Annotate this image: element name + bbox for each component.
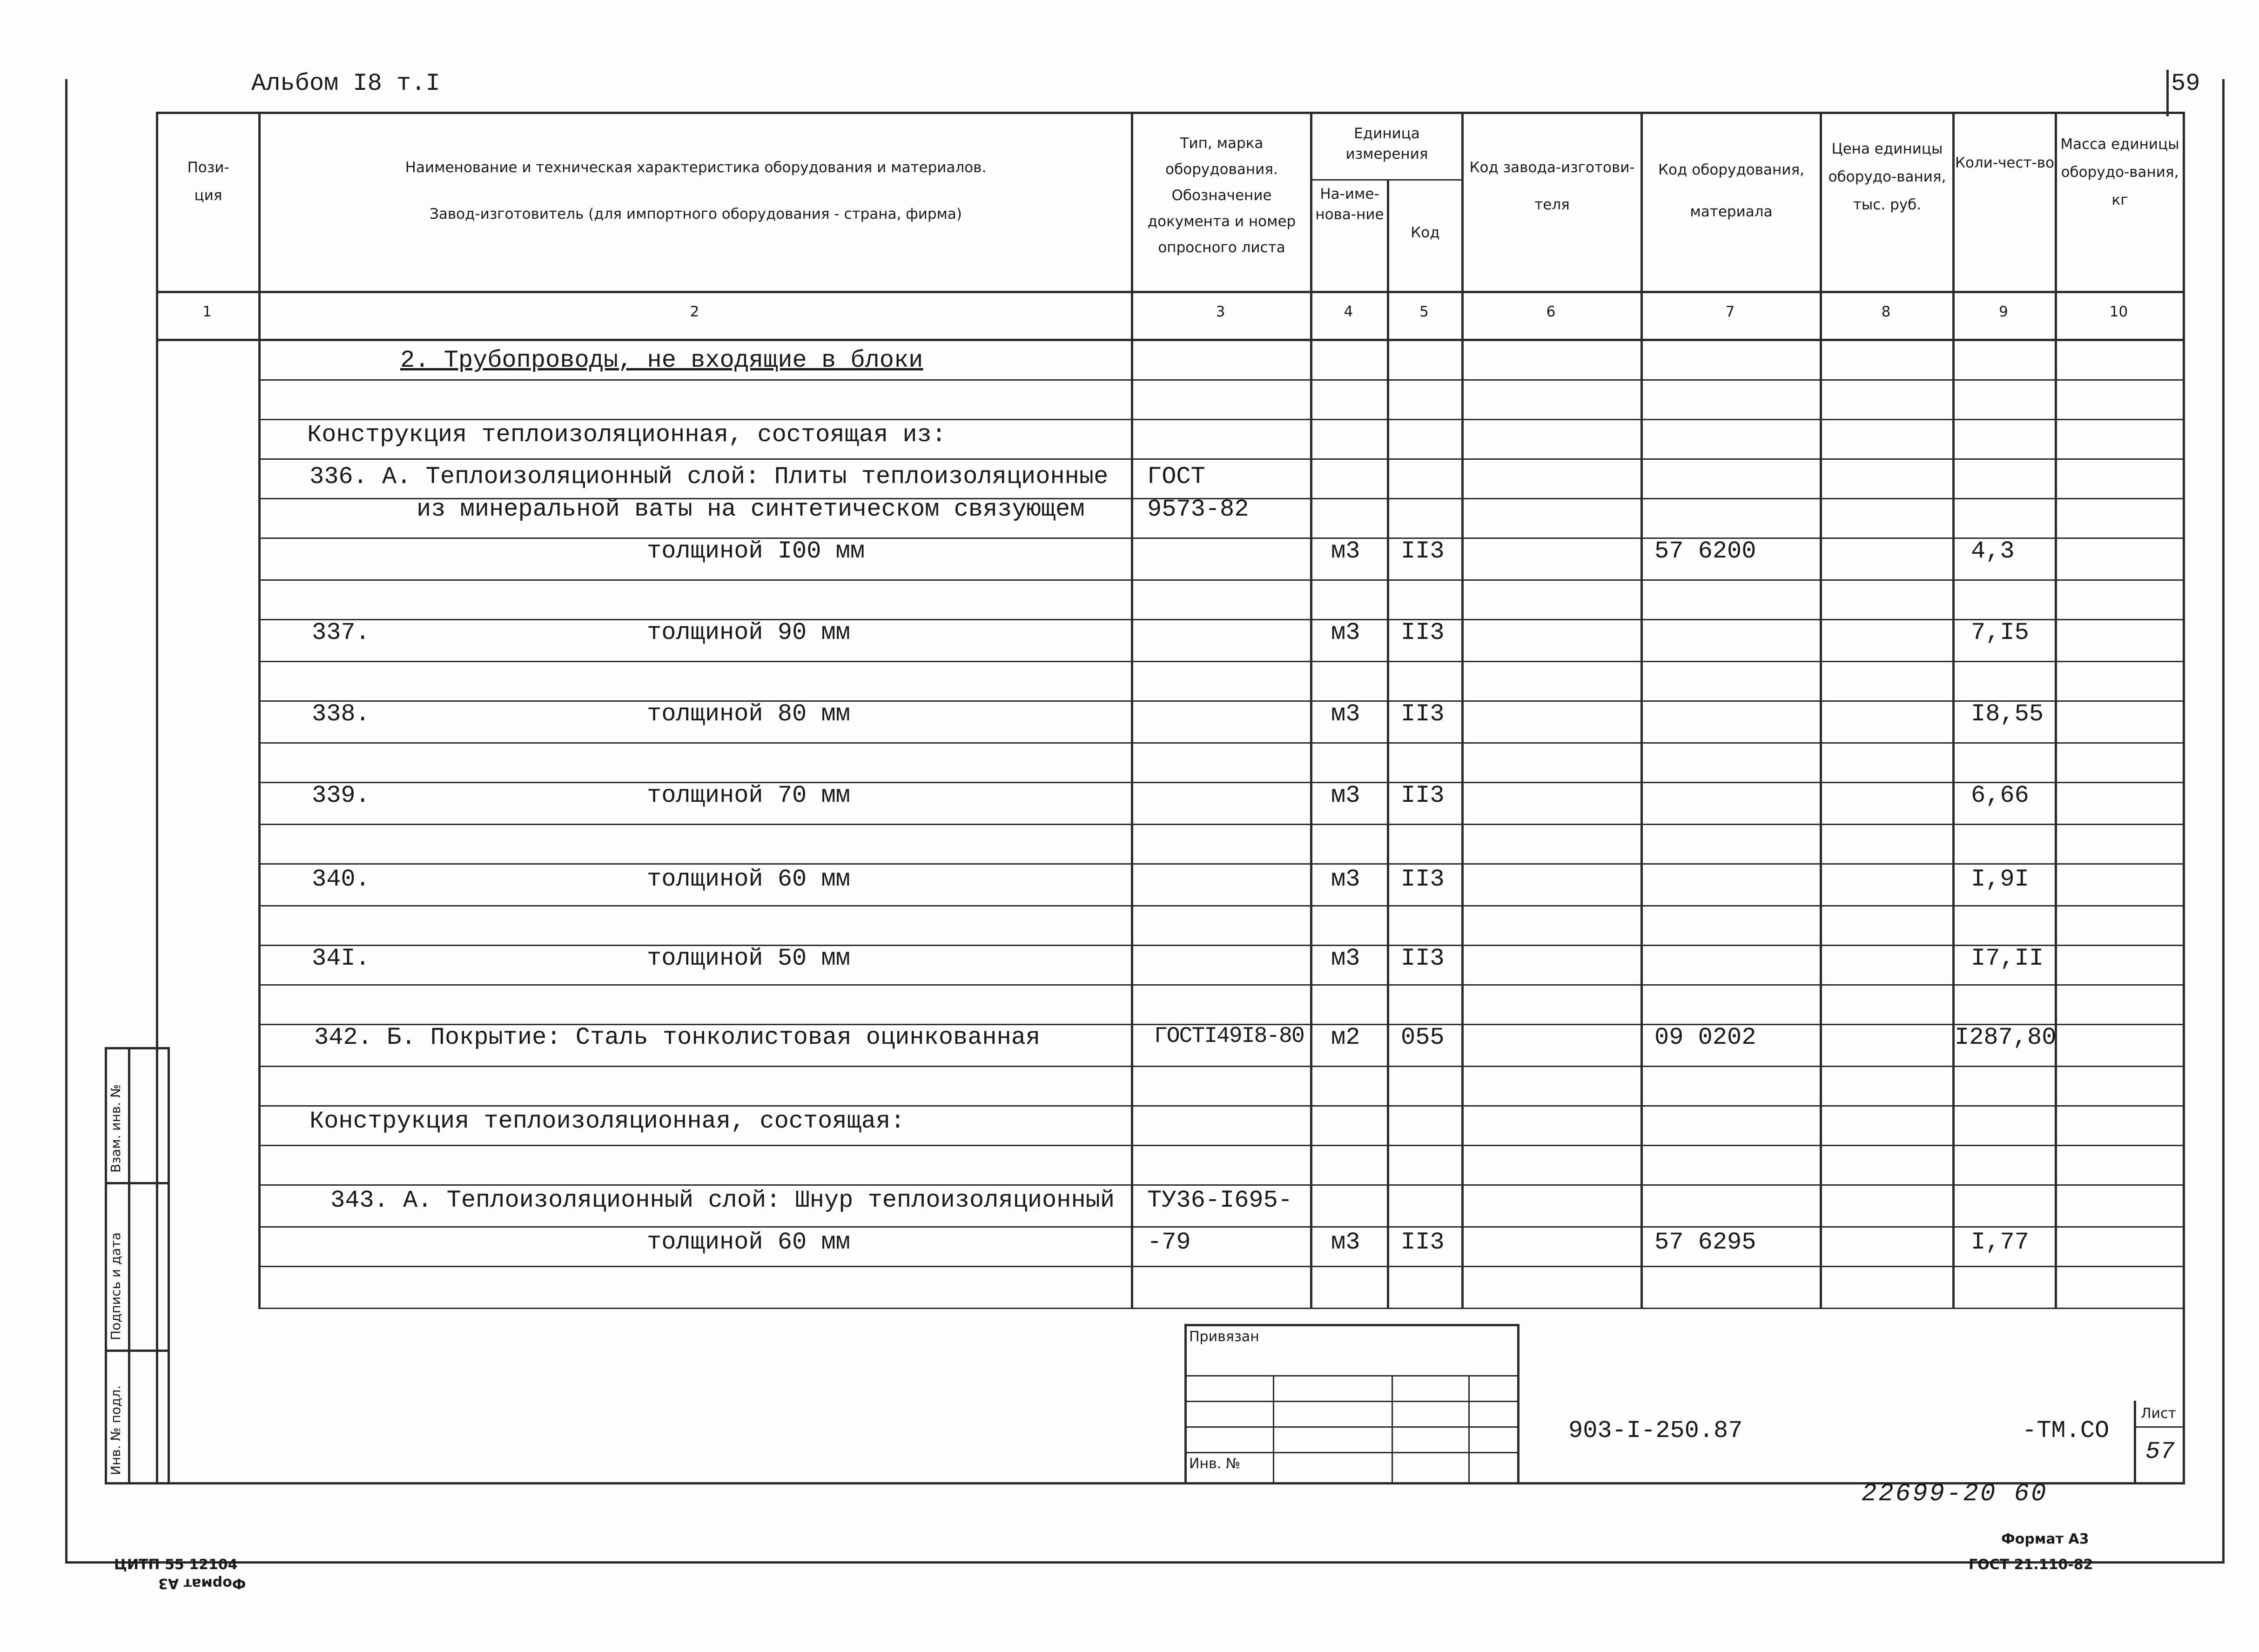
column-number: 1	[202, 303, 212, 320]
cell-pos: 34I.	[312, 945, 370, 972]
cell-c5: II3	[1401, 537, 1445, 565]
cell-c5: II3	[1401, 945, 1445, 972]
header-name-line1: Наименование и техническая характеристика оборудования и материалов.	[405, 159, 987, 176]
doc-code: 903-I-250.87	[1568, 1417, 1743, 1444]
side-label-vzam: Взам. инв. №	[108, 1084, 123, 1173]
row-line	[258, 824, 2183, 825]
table-right	[2183, 112, 2185, 1484]
cell-pos: 340.	[312, 866, 370, 893]
header-price: Цена единицы оборудо-вания, тыс. руб.	[1828, 141, 1946, 213]
cell-c2: из минеральной ваты на синтетическом связующем	[417, 496, 1085, 523]
side-strip-mid	[128, 1047, 130, 1484]
gost-label: ГОСТ 21.110-82	[1969, 1557, 2093, 1573]
cell-c9: 6,66	[1971, 782, 2029, 809]
col-sep-7	[1640, 112, 1643, 1308]
cell-pos: 337.	[312, 619, 370, 646]
table-top	[156, 112, 2185, 114]
stamp-left	[1184, 1324, 1187, 1484]
album-label: Альбом I8 т.I	[251, 70, 440, 97]
col-sep-6	[1461, 112, 1464, 1308]
cell-c4: м3	[1331, 866, 1360, 893]
cell-c4: м2	[1331, 1024, 1360, 1051]
row-line	[258, 419, 2183, 420]
row-line	[258, 1184, 2183, 1186]
side-strip-sep2	[105, 1350, 170, 1352]
row-line	[258, 1145, 2183, 1146]
header-unit-name: На-име-нова-ние	[1315, 186, 1384, 223]
row-line	[258, 742, 2183, 744]
column-number: 5	[1419, 303, 1429, 320]
colnum-bottom	[156, 339, 2185, 341]
row-line	[258, 579, 2183, 581]
column-number: 9	[1999, 303, 2008, 320]
column-number: 10	[2109, 303, 2128, 320]
header-name-line2: Завод-изготовитель (для импортного оборудования - страна, фирма)	[429, 206, 962, 222]
list-number: 57	[2145, 1438, 2175, 1465]
cell-c9: 7,I5	[1971, 619, 2029, 646]
cell-c7: 57 6200	[1654, 537, 1756, 565]
column-number: 8	[1881, 303, 1891, 320]
cell-c4: м3	[1331, 700, 1360, 728]
lower-left-edge	[168, 1047, 170, 1484]
handwritten-number: 22699-20 60	[1862, 1480, 2048, 1508]
row-line	[258, 700, 2183, 702]
cell-c9: I287,80	[1955, 1024, 2057, 1051]
col-sep-3	[1131, 112, 1133, 1308]
header-maker-code: Код завода-изготови-теля	[1469, 159, 1635, 213]
format-label: Формат А3	[2001, 1531, 2089, 1547]
stamp-top	[1184, 1324, 1519, 1326]
column-number: 2	[690, 303, 699, 320]
cell-c5: 055	[1401, 1024, 1445, 1051]
cell-c9: I7,II	[1971, 945, 2044, 972]
row-line	[258, 782, 2183, 783]
stamp-right	[1517, 1324, 1519, 1484]
cell-c3: ГОСТ	[1147, 463, 1205, 490]
cell-c4: м3	[1331, 945, 1360, 972]
cell-c2: толщиной 50 мм	[647, 945, 850, 972]
cell-c5: II3	[1401, 866, 1445, 893]
header-unit-code: Код	[1411, 224, 1440, 241]
row-line	[258, 537, 2183, 539]
row-line	[258, 619, 2183, 620]
column-number: 3	[1216, 303, 1225, 320]
col-sep-4	[1310, 112, 1312, 1308]
row-line	[258, 1308, 2183, 1309]
outer-frame-bottom	[65, 1561, 2225, 1564]
cell-c4: м3	[1331, 1229, 1360, 1256]
row-line	[258, 1105, 2183, 1107]
cell-c2: 343. А. Теплоизоляционный слой: Шнур теплоизоляционный	[330, 1187, 1115, 1214]
cell-c2: толщиной 70 мм	[647, 782, 850, 809]
cell-c3: ГОСТI49I8-80	[1154, 1024, 1304, 1049]
cell-pos: 338.	[312, 700, 370, 728]
row-line	[258, 863, 2183, 865]
column-number: 7	[1725, 303, 1735, 320]
row-line	[258, 984, 2183, 986]
header-unit: Единица измерения	[1345, 125, 1428, 162]
cell-c4: м3	[1331, 537, 1360, 565]
cell-c2: толщиной 60 мм	[647, 866, 850, 893]
cell-c2: толщиной 80 мм	[647, 700, 850, 728]
row-line	[258, 905, 2183, 907]
column-number: 4	[1344, 303, 1353, 320]
cell-c9: I8,55	[1971, 700, 2044, 728]
row-line	[258, 945, 2183, 946]
list-label: Лист	[2141, 1405, 2177, 1422]
header-equipment-code: Код оборудования, материала	[1658, 161, 1804, 220]
row-line	[258, 1226, 2183, 1228]
list-box-left	[2134, 1401, 2136, 1482]
citp-code: ЦИТП 55 12104	[114, 1557, 238, 1573]
cell-c3: -79	[1147, 1229, 1191, 1256]
header-position: Пози- ция	[187, 159, 229, 204]
cell-c4: м3	[1331, 619, 1360, 646]
cell-c5: II3	[1401, 782, 1445, 809]
side-strip-left	[105, 1047, 107, 1484]
side-strip-top	[105, 1047, 170, 1049]
cell-c7: 09 0202	[1654, 1024, 1756, 1051]
col-sep-8	[1820, 112, 1822, 1308]
cell-c2: толщиной I00 мм	[647, 537, 865, 565]
side-strip-bottom	[105, 1482, 170, 1484]
stamp-privyazan: Привязан	[1189, 1329, 1259, 1345]
row-line	[258, 661, 2183, 662]
cell-c3: ТУ36-I695-	[1147, 1187, 1293, 1214]
cell-c2: 342. Б. Покрытие: Сталь тонколистовая оцинкованная	[314, 1024, 1041, 1051]
cell-c9: I,77	[1971, 1229, 2029, 1256]
row-line	[258, 1266, 2183, 1267]
cell-c4: м3	[1331, 782, 1360, 809]
stamp-inv-no: Инв. №	[1189, 1456, 1241, 1472]
mirrored-format-label: Формат А3	[158, 1575, 246, 1592]
stamp-col-1	[1273, 1375, 1274, 1482]
cell-c2: 2. Трубопроводы, не входящие в блоки	[400, 347, 923, 374]
outer-frame-left	[65, 79, 67, 1564]
row-line	[258, 379, 2183, 381]
row-line	[258, 1066, 2183, 1067]
stamp-col-3	[1468, 1375, 1470, 1482]
cell-c2: толщиной 60 мм	[647, 1229, 850, 1256]
cell-c2: Конструкция теплоизоляционная, состоящая из:	[307, 421, 947, 449]
cell-c5: II3	[1401, 619, 1445, 646]
col-sep-2	[258, 112, 261, 1308]
doc-suffix: -ТМ.СО	[2022, 1417, 2110, 1444]
cell-c7: 57 6295	[1654, 1229, 1756, 1256]
side-label-podpis: Подпись и дата	[108, 1232, 123, 1340]
cell-c5: II3	[1401, 1229, 1445, 1256]
list-box-divider	[2134, 1426, 2185, 1428]
cell-c2: толщиной 90 мм	[647, 619, 850, 646]
cell-c2: 336. А. Теплоизоляционный слой: Плиты теплоизоляционные	[309, 463, 1109, 490]
header-bottom	[156, 291, 2185, 293]
corner-box-left	[2166, 70, 2169, 116]
side-strip-sep1	[105, 1182, 170, 1184]
side-label-inv: Инв. № подл.	[108, 1385, 123, 1475]
header-quantity: Коли-чест-во	[1955, 154, 2055, 171]
cell-c9: I,9I	[1971, 866, 2029, 893]
cell-c9: 4,3	[1971, 537, 2015, 565]
stamp-col-2	[1392, 1375, 1393, 1482]
header-type: Тип, марка оборудования. Обозначение документа и номер опросного листа	[1147, 135, 1296, 256]
header-mass: Масса единицы оборудо-вания, кг	[2060, 136, 2179, 208]
column-number: 6	[1546, 303, 1556, 320]
sheet-corner-number: 59	[2171, 70, 2200, 97]
col-sep-10	[2055, 112, 2057, 1308]
unit-subheader-line	[1310, 179, 1461, 181]
row-line	[258, 458, 2183, 460]
cell-c5: II3	[1401, 700, 1445, 728]
col-sep-9	[1952, 112, 1955, 1308]
cell-pos: 339.	[312, 782, 370, 809]
cell-c2: Конструкция теплоизоляционная, состоящая:	[309, 1108, 905, 1135]
outer-frame-right	[2222, 79, 2225, 1564]
cell-c3: 9573-82	[1147, 496, 1249, 523]
